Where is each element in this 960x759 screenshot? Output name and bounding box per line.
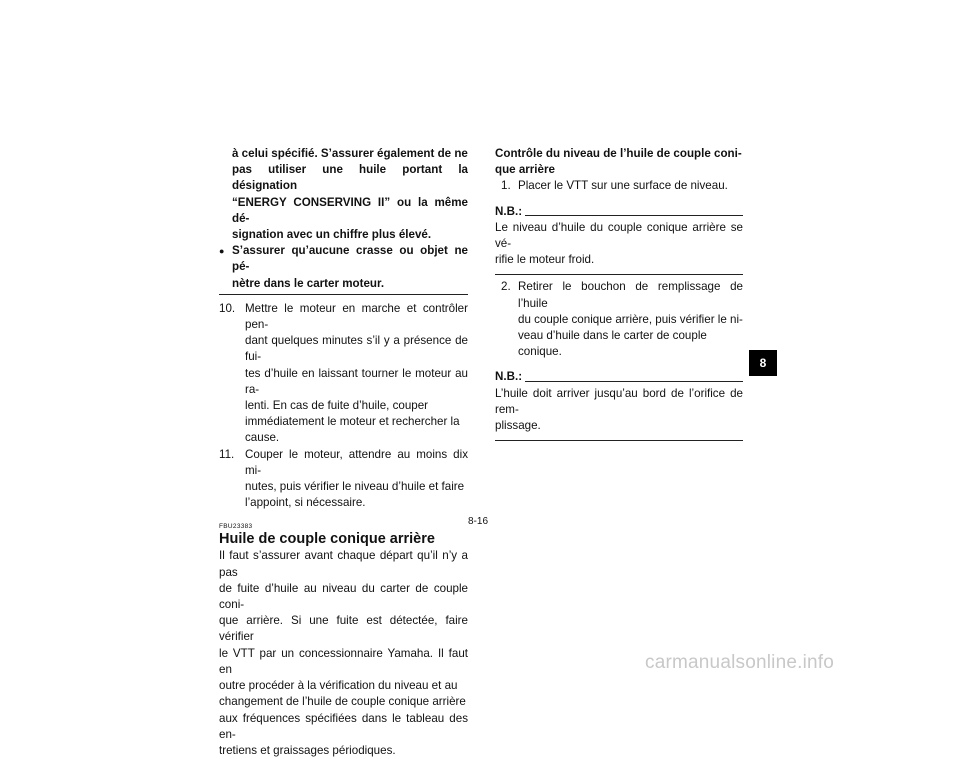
step-10 — [219, 301, 468, 447]
text-line: tes d’huile en laissant tourner le moteur au ra- — [245, 366, 468, 396]
text-line: rifie le moteur froid. — [495, 253, 595, 267]
text-line: Le niveau d’huile du couple conique arrière se vé- — [495, 220, 743, 251]
note-rule — [525, 381, 743, 382]
text-line: l’appoint, si nécessaire. — [245, 496, 366, 510]
text-line: dant quelques minutes s’il y a présence de fui- — [245, 334, 468, 364]
note-body — [495, 386, 743, 435]
text-line: Retirer le bouchon de remplissage de l’huile — [518, 280, 743, 310]
bullet-item — [219, 243, 468, 292]
text-line: Mettre le moteur en marche et contrôler pen- — [245, 301, 468, 332]
chapter-tab: 8 — [749, 350, 777, 376]
text-line: cause. — [245, 431, 280, 445]
text-line: nutes, puis vérifier le niveau d’huile et faire — [245, 480, 465, 494]
step-number: 1. — [501, 179, 511, 193]
text-line: pas utiliser une huile portant la désignation — [232, 163, 468, 193]
step-1 — [495, 178, 743, 194]
note-label: N.B.: — [495, 370, 523, 384]
step-number: 10. — [219, 301, 236, 315]
text-line: changement de l’huile de couple conique arrière — [219, 695, 466, 709]
text-line: L’huile doit arriver jusqu’au bord de l’orifice de rem- — [495, 386, 743, 416]
text-line: à celui spécifié. S’assurer également de ne — [232, 147, 468, 160]
section-title: Huile de couple conique arrière — [219, 531, 435, 548]
right-column — [495, 146, 743, 441]
text-line: veau d’huile dans le carter de couple conique. — [518, 329, 707, 359]
text-line: que arrière. Si une fuite est détectée, faire vérifier — [219, 614, 468, 644]
text-line: de fuite d’huile au niveau du carter de couple coni- — [219, 581, 468, 612]
text-line: immédiatement le moteur et rechercher la — [245, 415, 460, 429]
left-column — [219, 146, 468, 759]
warning-end-rule — [219, 294, 468, 295]
text-line: Placer le VTT sur une surface de niveau. — [518, 179, 728, 193]
text-line: Couper le moteur, attendre au moins dix mi- — [245, 447, 468, 477]
subsection-heading — [495, 146, 743, 178]
text-line: le VTT par un concessionnaire Yamaha. Il faut en — [219, 646, 468, 676]
note-header — [495, 204, 743, 220]
page-number: 8-16 — [468, 516, 489, 527]
text-line: Il faut s’assurer avant chaque départ qu’il n’y a pas — [219, 549, 468, 579]
note-rule — [525, 215, 743, 216]
text-line: plissage. — [495, 419, 541, 433]
text-line: lenti. En cas de fuite d’huile, couper — [245, 399, 429, 413]
note-header — [495, 369, 743, 385]
text-line: outre procéder à la vérification du niveau et au — [219, 679, 458, 693]
section-body — [219, 548, 468, 759]
step-number: 11. — [219, 447, 235, 461]
text-line: nètre dans le carter moteur. — [232, 276, 385, 290]
continued-warning — [219, 146, 468, 243]
note-label: N.B.: — [495, 204, 523, 218]
note-body — [495, 220, 743, 269]
text-line: que arrière — [495, 163, 555, 177]
text-line: du couple conique arrière, puis vérifier le ni- — [518, 312, 743, 326]
text-line: “ENERGY CONSERVING II” ou la même dé- — [232, 195, 468, 225]
text-line: tretiens et graissages périodiques. — [219, 743, 396, 757]
text-line: Contrôle du niveau de l’huile de couple coni- — [495, 147, 742, 160]
bullet-icon: ● — [219, 246, 225, 257]
note-end-rule — [495, 440, 743, 441]
watermark: carmanualsonline.info — [645, 652, 835, 673]
section-code: FBU23383 — [219, 523, 253, 531]
text-line: aux fréquences spécifiées dans le tableau des en- — [219, 711, 468, 741]
text-line: S’assurer qu’aucune crasse ou objet ne pé- — [232, 244, 468, 274]
text-line: signation avec un chiffre plus élevé. — [232, 228, 432, 242]
step-2 — [495, 279, 743, 360]
step-11 — [219, 447, 468, 512]
step-number: 2. — [501, 280, 511, 294]
note-end-rule — [495, 274, 743, 275]
